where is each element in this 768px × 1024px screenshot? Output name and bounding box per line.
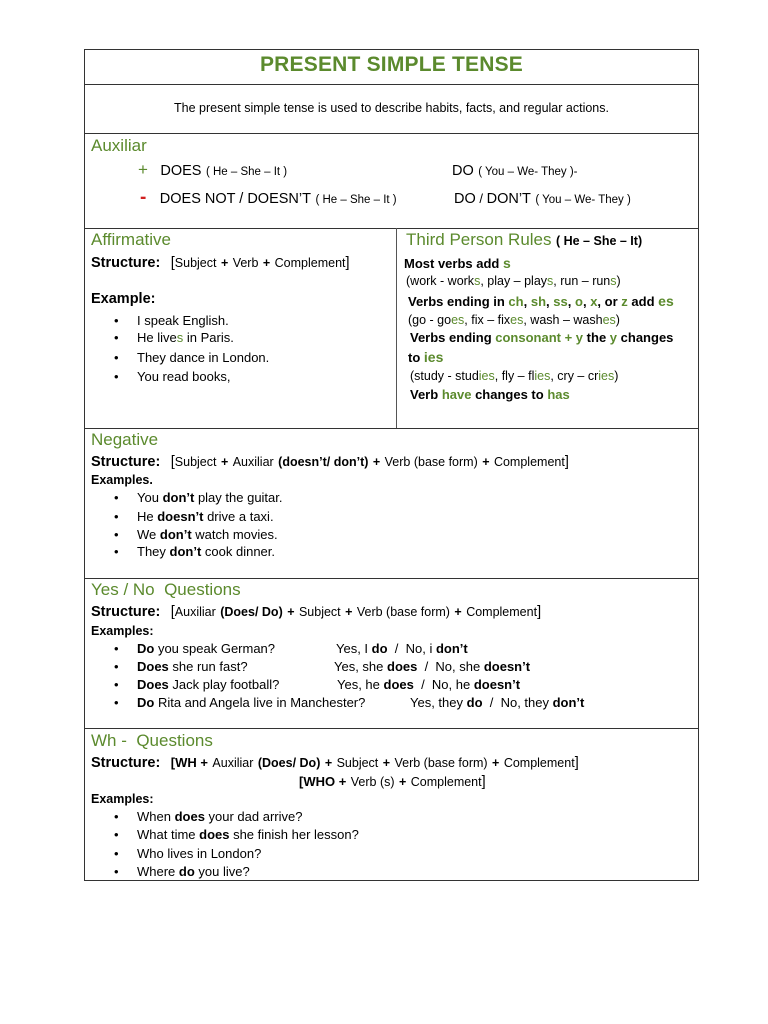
bullet: • <box>114 641 119 656</box>
examples-label: Examples: <box>91 792 154 806</box>
bullet: • <box>114 330 119 345</box>
bullet: • <box>114 864 119 879</box>
affirmative-structure: Structure: [Subject + Verb + Complement] <box>91 255 350 271</box>
answer: Yes, she does / No, she doesn’t <box>334 659 531 674</box>
auxiliar-does-line: + DOES ( He – She – It ) <box>138 160 288 179</box>
divider <box>84 428 699 429</box>
bullet: • <box>114 527 119 542</box>
auxiliar-do-line: DO ( You – We- They )- <box>452 163 578 179</box>
question: Does she run fast? <box>137 659 248 674</box>
bullet: • <box>114 846 119 861</box>
column-divider <box>396 228 397 428</box>
list-item: He doesn’t drive a taxi. <box>137 509 274 524</box>
auxiliar-heading: Auxiliar <box>91 136 147 155</box>
examples-label: Examples: <box>91 624 154 638</box>
rule-es-examples: (go - goes, fix – fixes, wash – washes) <box>408 313 620 327</box>
question: Do you speak German? <box>137 641 276 656</box>
answer: Yes, I do / No, i don’t <box>336 641 468 656</box>
rule-ies-examples: (study - studies, fly – flies, cry – cries) <box>410 369 619 383</box>
list-item: They don’t cook dinner. <box>137 544 275 559</box>
rule-have-has: Verb have changes to has <box>410 387 570 402</box>
negative-heading: Negative <box>91 430 159 449</box>
page-title: PRESENT SIMPLE TENSE <box>259 53 524 76</box>
list-item: We don’t watch movies. <box>137 527 278 542</box>
answer: Yes, he does / No, he doesn’t <box>337 677 521 692</box>
list-item: You read books, <box>137 369 231 384</box>
example-label: Example: <box>91 291 156 307</box>
divider <box>84 728 699 729</box>
bullet: • <box>114 809 119 824</box>
list-item: You don’t play the guitar. <box>137 490 283 505</box>
intro-text: The present simple tense is used to describe habits, facts, and regular actions. <box>174 101 609 115</box>
rule-es-endings: Verbs ending in ch, sh, ss, o, x, or z add es <box>408 293 674 309</box>
bullet: • <box>114 544 119 559</box>
answer: Yes, they do / No, they don’t <box>410 695 585 710</box>
bullet: • <box>114 369 119 384</box>
wh-heading: Wh - Questions <box>91 731 213 750</box>
list-item: I speak English. <box>137 313 229 328</box>
bullet: • <box>114 313 119 328</box>
list-item: Who lives in London? <box>137 846 262 861</box>
examples-label: Examples. <box>91 473 153 487</box>
auxiliar-doesnt-line: - DOES NOT / DOESN’T ( He – She – It ) <box>140 187 397 208</box>
wh-structure-line2: [WHO + Verb (s) + Complement] <box>299 774 486 790</box>
affirmative-heading: Affirmative <box>91 230 171 249</box>
list-item: They dance in London. <box>137 350 270 365</box>
bullet: • <box>114 659 119 674</box>
bullet: • <box>114 490 119 505</box>
rule-most-verbs: Most verbs add s <box>404 255 511 271</box>
divider <box>84 133 699 134</box>
question: Do Rita and Angela live in Manchester? <box>137 695 366 710</box>
divider <box>84 578 699 579</box>
yesno-heading: Yes / No Questions <box>91 580 241 599</box>
auxiliar-dont-line: DO / DON’T ( You – We- They ) <box>454 191 631 207</box>
divider <box>84 228 699 229</box>
list-item: What time does she finish her lesson? <box>137 827 359 842</box>
bullet: • <box>114 677 119 692</box>
divider <box>84 84 699 85</box>
list-item: Where do you live? <box>137 864 250 879</box>
rule-consonant-y: Verbs ending consonant + y the y changes <box>410 330 674 345</box>
list-item: He lives in Paris. <box>137 330 234 345</box>
rule-most-verbs-examples: (work - works, play – plays, run – runs) <box>406 274 621 288</box>
negative-structure: Structure: [Subject + Auxiliar (doesn’t/ don’t) + Verb (base form) + Complement] <box>91 454 569 470</box>
rule-consonant-y-ies: to ies <box>408 349 444 365</box>
yesno-structure: Structure: [Auxiliar (Does/ Do) + Subject + Verb (base form) + Complement] <box>91 604 542 620</box>
third-person-heading: Third Person Rules ( He – She – It) <box>406 230 643 249</box>
question: Does Jack play football? <box>137 677 280 692</box>
bullet: • <box>114 509 119 524</box>
bullet: • <box>114 695 119 710</box>
bullet: • <box>114 350 119 365</box>
wh-structure-line1: Structure: [WH + Auxiliar (Does/ Do) + Subject + Verb (base form) + Complement] <box>91 755 579 771</box>
list-item: When does your dad arrive? <box>137 809 303 824</box>
bullet: • <box>114 827 119 842</box>
